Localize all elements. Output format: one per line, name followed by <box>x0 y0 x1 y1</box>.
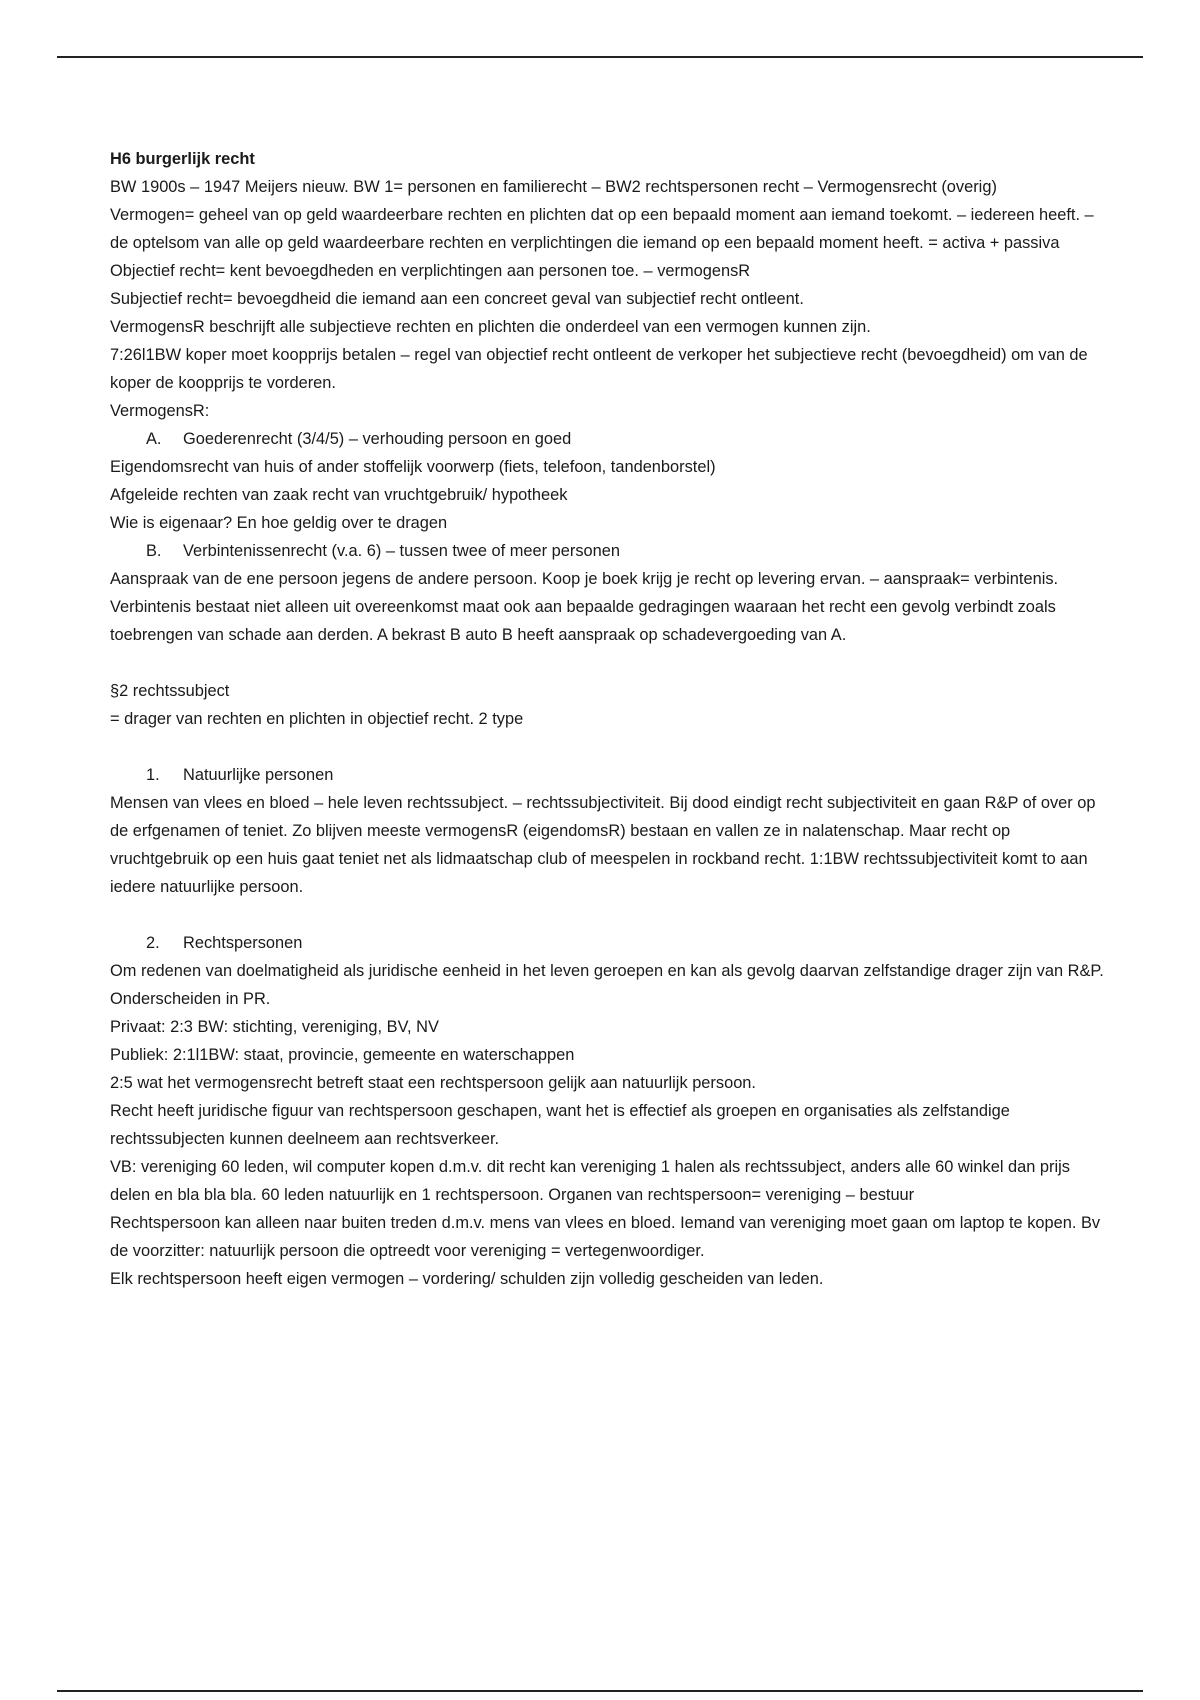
paragraph: Eigendomsrecht van huis of ander stoffelijk voorwerp (fiets, telefoon, tandenborstel) <box>110 458 716 476</box>
paragraph: VB: vereniging 60 leden, wil computer kopen d.m.v. dit recht kan vereniging 1 halen als rechtssubject, anders alle 60 winkel dan prijs delen en bla bla bla. 60 leden natuurlijk en 1 rechtspersoon. Organen van rechtspersoon= vereniging – bestuur <box>110 1158 1070 1204</box>
blank-line <box>110 649 1110 677</box>
paragraph: Subjectief recht= bevoegdheid die iemand aan een concreet geval van subjectief recht ontleent. <box>110 290 804 308</box>
paragraph: Objectief recht= kent bevoegdheden en verplichtingen aan personen toe. – vermogensR <box>110 262 751 280</box>
blank-line <box>110 733 1110 761</box>
list-item-text: Rechtspersonen <box>183 934 303 952</box>
paragraph: VermogensR beschrijft alle subjectieve rechten en plichten die onderdeel van een vermogen kunnen zijn. <box>110 318 871 336</box>
list-item-2 <box>110 929 1110 957</box>
list-item-a <box>110 425 1110 453</box>
paragraph: VermogensR: <box>110 402 210 420</box>
document-title: H6 burgerlijk recht <box>110 150 255 168</box>
paragraph: Elk rechtspersoon heeft eigen vermogen – vordering/ schulden zijn volledig gescheiden van leden. <box>110 1270 824 1288</box>
list-marker: 2. <box>146 934 160 952</box>
paragraph: Recht heeft juridische figuur van rechtspersoon geschapen, want het is effectief als groepen en organisaties als zelfstandige rechtssubjecten kunnen deelneem aan rechtsverkeer. <box>110 1102 1010 1148</box>
paragraph: Vermogen= geheel van op geld waardeerbare rechten en plichten dat op een bepaald moment aan iemand toekomt. – iedereen heeft. – de optelsom van alle op geld waardeerbare rechten en verplichtingen die iemand op een bepaald moment heeft. = activa + passiva <box>110 206 1094 252</box>
paragraph: Rechtspersoon kan alleen naar buiten treden d.m.v. mens van vlees en bloed. Iemand van vereniging moet gaan om laptop te kopen. Bv de voorzitter: natuurlijk persoon die optreedt voor vereniging = vertegenwoordiger. <box>110 1214 1101 1260</box>
blank-line <box>110 901 1110 929</box>
list-marker: 1. <box>146 766 160 784</box>
paragraph: 2:5 wat het vermogensrecht betreft staat een rechtspersoon gelijk aan natuurlijk persoon. <box>110 1074 756 1092</box>
list-item-1 <box>110 761 1110 789</box>
paragraph: Wie is eigenaar? En hoe geldig over te dragen <box>110 514 448 532</box>
paragraph: = drager van rechten en plichten in objectief recht. 2 type <box>110 710 524 728</box>
document-body <box>110 145 1110 1293</box>
list-item-text: Verbintenissenrecht (v.a. 6) – tussen twee of meer personen <box>183 542 621 560</box>
list-marker: A. <box>146 430 162 448</box>
list-item-b <box>110 537 1110 565</box>
paragraph: Publiek: 2:1l1BW: staat, provincie, gemeente en waterschappen <box>110 1046 575 1064</box>
list-marker: B. <box>146 542 162 560</box>
paragraph: 7:26l1BW koper moet koopprijs betalen – regel van objectief recht ontleent de verkoper het subjectieve recht (bevoegdheid) om van de koper de koopprijs te vorderen. <box>110 346 1088 392</box>
page-bottom-rule <box>57 1690 1143 1692</box>
paragraph: BW 1900s – 1947 Meijers nieuw. BW 1= personen en familierecht – BW2 rechtspersonen recht – Vermogensrecht (overig) <box>110 178 997 196</box>
paragraph: Privaat: 2:3 BW: stichting, vereniging, BV, NV <box>110 1018 439 1036</box>
page-top-rule <box>57 56 1143 58</box>
paragraph: Afgeleide rechten van zaak recht van vruchtgebruik/ hypotheek <box>110 486 568 504</box>
paragraph: Om redenen van doelmatigheid als juridische eenheid in het leven geroepen en kan als gevolg daarvan zelfstandige drager zijn van R&P. Onderscheiden in PR. <box>110 962 1104 1008</box>
list-item-text: Goederenrecht (3/4/5) – verhouding persoon en goed <box>183 430 572 448</box>
paragraph: Aanspraak van de ene persoon jegens de andere persoon. Koop je boek krijg je recht op levering ervan. – aanspraak= verbintenis. Verbintenis bestaat niet alleen uit overeenkomst maat ook aan bepaalde gedragingen waaraan het recht een gevolg verbindt zoals toebrengen van schade aan derden. A bekrast B auto B heeft aanspraak op schadevergoeding van A. <box>110 570 1059 644</box>
section-title: §2 rechtssubject <box>110 682 230 700</box>
list-item-text: Natuurlijke personen <box>183 766 334 784</box>
paragraph: Mensen van vlees en bloed – hele leven rechtssubject. – rechtssubjectiviteit. Bij dood eindigt recht subjectiviteit en gaan R&P of over op de erfgenamen of teniet. Zo blijven meeste vermogensR (eigendomsR) bestaan en vallen ze in nalatenschap. Maar recht op vruchtgebruik op een huis gaat teniet net als lidmaatschap club of meespelen in rockband recht. 1:1BW rechtssubjectiviteit komt to aan iedere natuurlijke persoon. <box>110 794 1096 896</box>
